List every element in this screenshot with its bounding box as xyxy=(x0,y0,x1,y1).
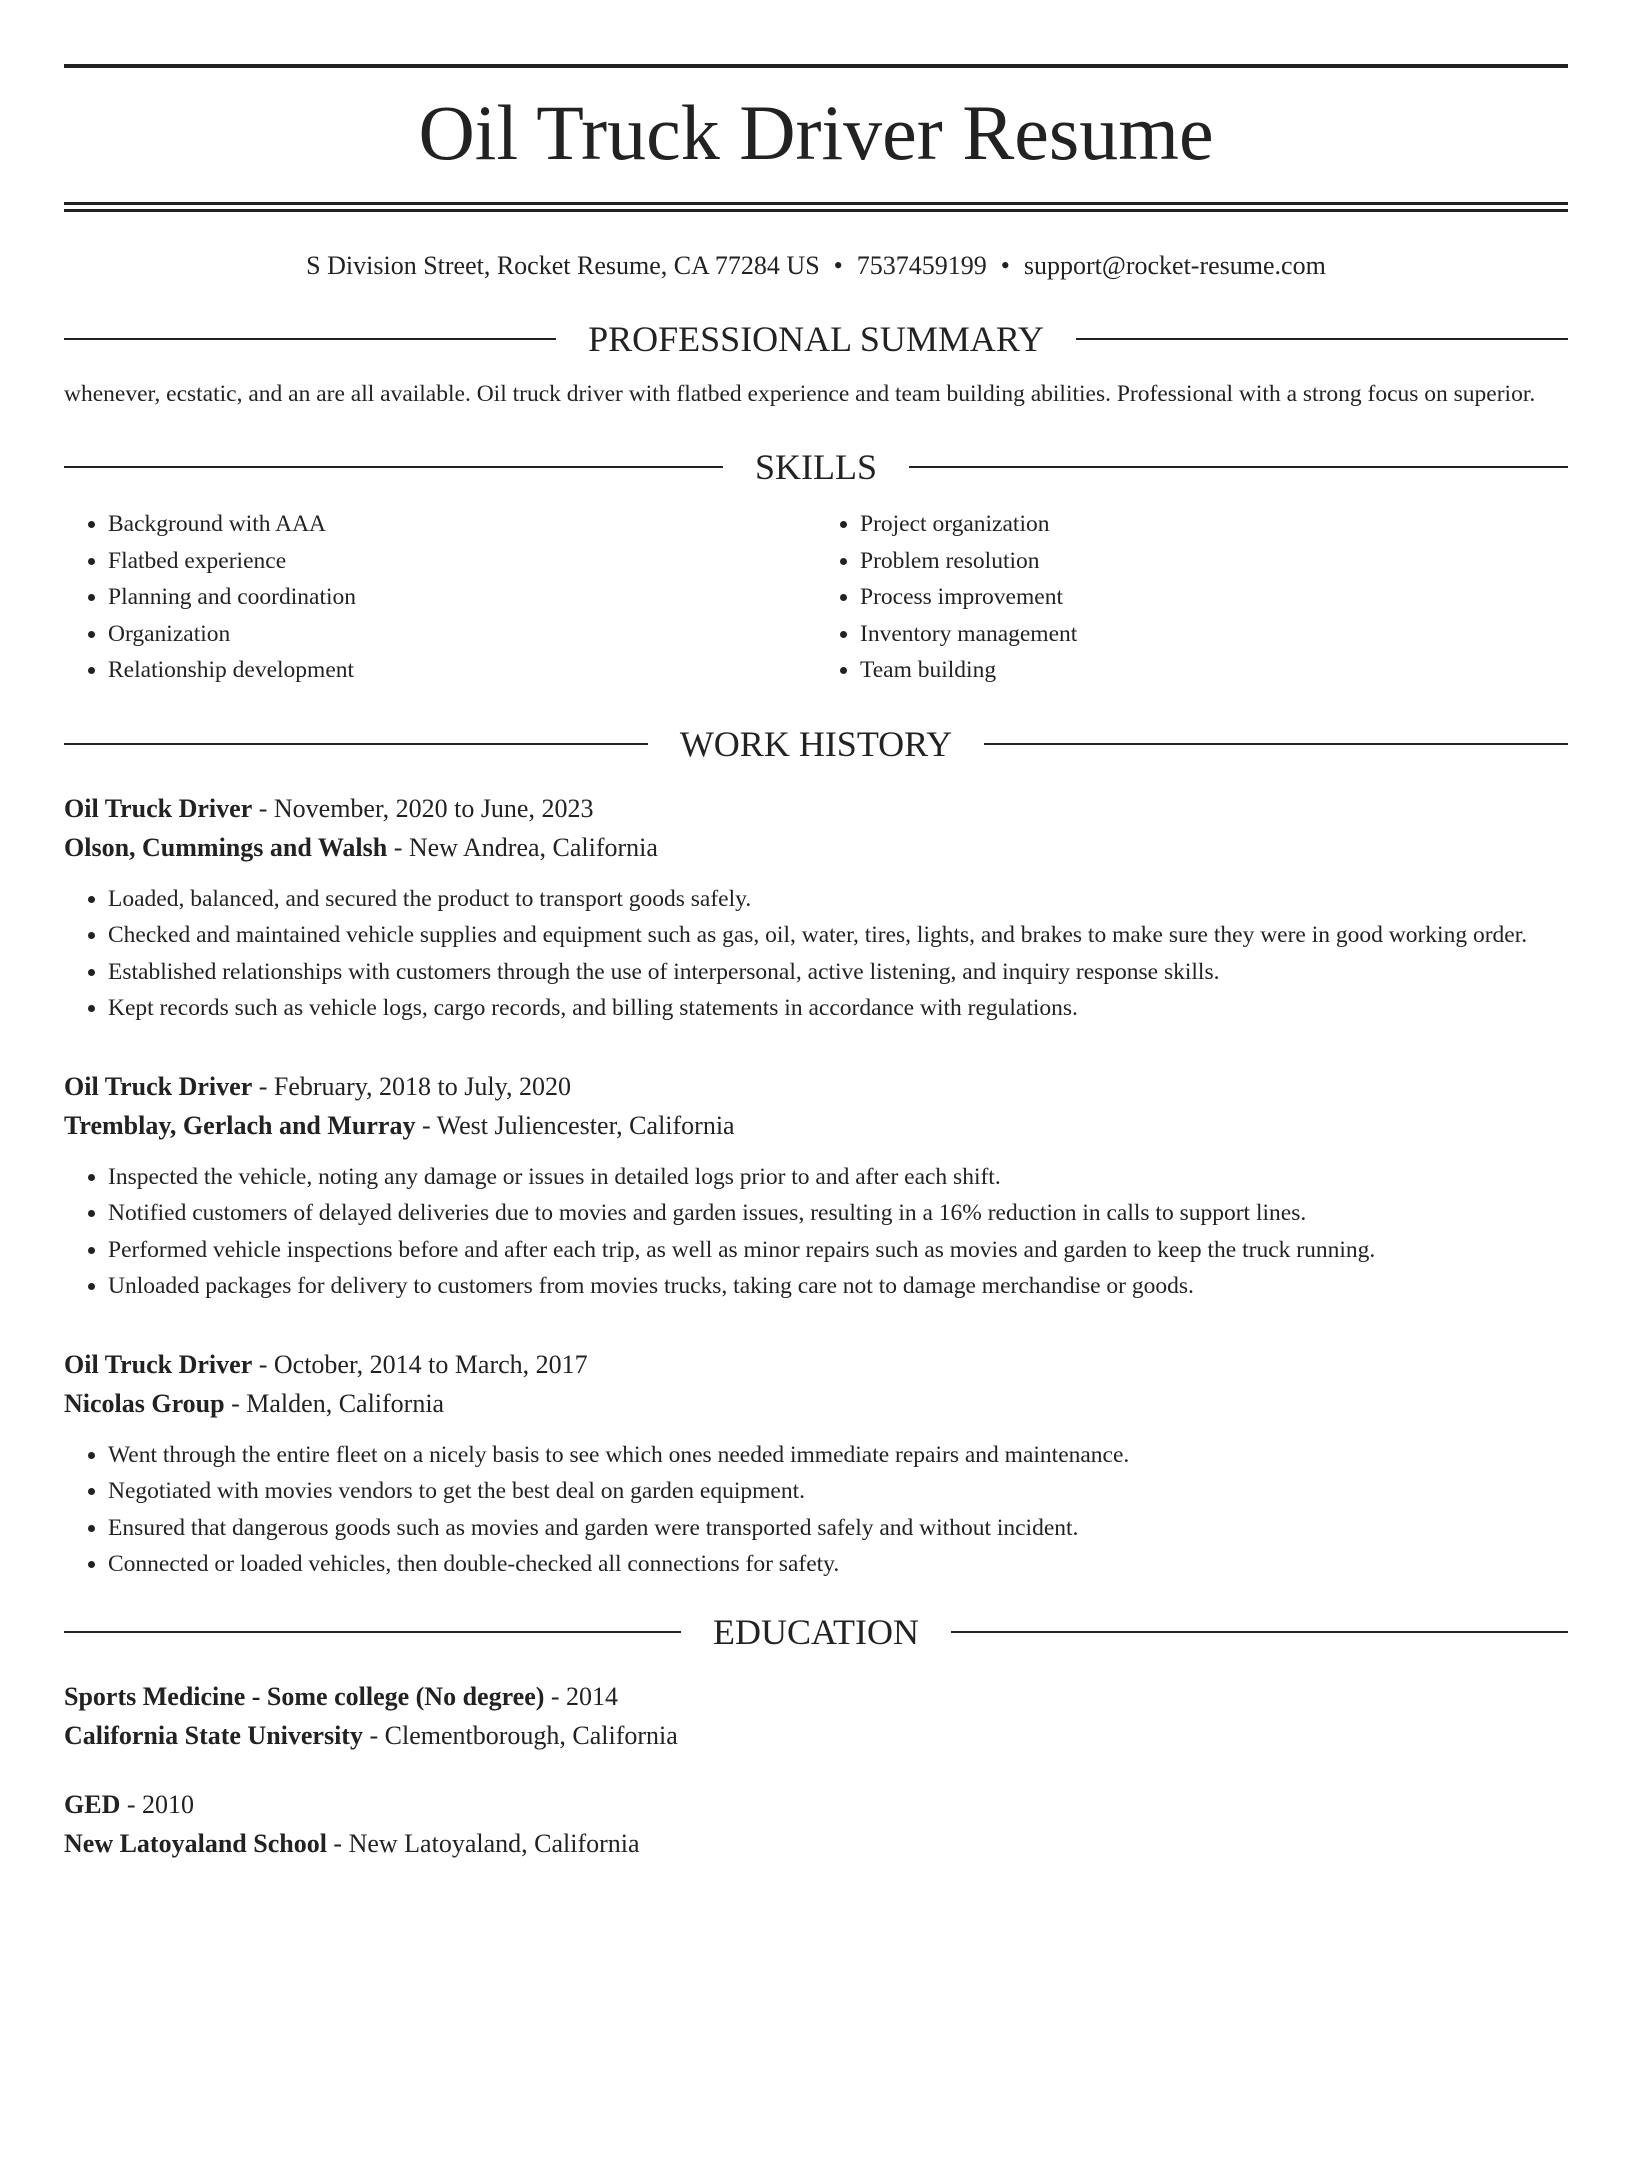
skill-item: • Project organization xyxy=(860,506,1568,543)
education-heading-label: EDUCATION xyxy=(713,1611,919,1652)
skill-item: • Background with AAA xyxy=(108,506,816,543)
job-company: Olson, Cummings and Walsh xyxy=(64,832,388,862)
contact-separator: • xyxy=(833,251,843,280)
skills-heading-label: SKILLS xyxy=(755,447,878,487)
heading-rule-right xyxy=(909,466,1568,468)
heading-rule-left xyxy=(64,743,648,745)
skill-item: • Relationship development xyxy=(108,652,816,689)
contact-phone: 7537459199 xyxy=(856,251,987,280)
education-year: - 2010 xyxy=(120,1789,195,1819)
education-degree: Sports Medicine - Some college (No degree) xyxy=(64,1681,545,1711)
education-year: - 2014 xyxy=(544,1681,619,1711)
education-entry xyxy=(64,1677,1568,1755)
job-bullet: • Established relationships with customers through the use of interpersonal, active listening, and inquiry response skills. xyxy=(108,954,1568,991)
skill-item: • Inventory management xyxy=(860,616,1568,653)
job-bullets xyxy=(64,1437,1568,1583)
job-bullet: • Unloaded packages for delivery to customers from movies trucks, taking care not to damage merchandise or goods. xyxy=(108,1268,1568,1305)
resume-title: Oil Truck Driver Resume xyxy=(418,89,1214,176)
education-school-line xyxy=(64,1716,1568,1755)
heading-rule-left xyxy=(64,338,556,340)
job-bullet: • Connected or loaded vehicles, then double-checked all connections for safety. xyxy=(108,1546,1568,1583)
education-heading xyxy=(64,1607,1568,1657)
job-location: - New Andrea, California xyxy=(387,832,658,862)
job-title-line xyxy=(64,1067,1568,1106)
job-entry xyxy=(64,1067,1568,1305)
heading-rule-right xyxy=(951,1631,1568,1633)
job-bullets xyxy=(64,1159,1568,1305)
job-entry xyxy=(64,789,1568,1027)
job-title: Oil Truck Driver xyxy=(64,793,253,823)
job-bullet: • Loaded, balanced, and secured the product to transport goods safely. xyxy=(108,881,1568,918)
job-bullet: • Inspected the vehicle, noting any damage or issues in detailed logs prior to and after each shift. xyxy=(108,1159,1568,1196)
education-location: - New Latoyaland, California xyxy=(326,1828,640,1858)
job-company-line xyxy=(64,1106,1568,1145)
job-title-line xyxy=(64,789,1568,828)
skill-item: • Process improvement xyxy=(860,579,1568,616)
heading-rule-left xyxy=(64,466,723,468)
job-bullet: • Performed vehicle inspections before and after each trip, as well as minor repairs such as movies and garden to keep the truck running. xyxy=(108,1232,1568,1269)
job-dates: - February, 2018 to July, 2020 xyxy=(252,1071,571,1101)
heading-rule-right xyxy=(984,743,1568,745)
job-company: Nicolas Group xyxy=(64,1388,225,1418)
skill-item: • Organization xyxy=(108,616,816,653)
job-dates: - November, 2020 to June, 2023 xyxy=(252,793,594,823)
job-location: - West Juliencester, California xyxy=(415,1110,735,1140)
job-bullet: • Went through the entire fleet on a nicely basis to see which ones needed immediate repairs and maintenance. xyxy=(108,1437,1568,1474)
education-school-line xyxy=(64,1824,1568,1863)
heading-rule-left xyxy=(64,1631,681,1633)
education-entry xyxy=(64,1785,1568,1863)
job-bullet: • Notified customers of delayed deliveries due to movies and garden issues, resulting in a 16% reduction in calls to support lines. xyxy=(108,1195,1568,1232)
work-heading-label: WORK HISTORY xyxy=(679,723,953,764)
double-rule xyxy=(64,202,1568,212)
job-bullets xyxy=(64,881,1568,1027)
job-title-line xyxy=(64,1345,1568,1384)
skill-item: • Flatbed experience xyxy=(108,543,816,580)
education-degree: GED xyxy=(64,1789,121,1819)
education-degree-line xyxy=(64,1785,1568,1824)
education-location: - Clementborough, California xyxy=(362,1720,678,1750)
job-title: Oil Truck Driver xyxy=(64,1349,253,1379)
contact-line xyxy=(64,246,1568,286)
skills-right-list xyxy=(816,506,1568,689)
summary-heading-label: PROFESSIONAL SUMMARY xyxy=(588,319,1044,359)
job-entry xyxy=(64,1345,1568,1583)
summary-text: whenever, ecstatic, and an are all available. Oil truck driver with flatbed experience and team building abilities. Professional with a strong focus on superior. xyxy=(64,381,1536,407)
contact-address: S Division Street, Rocket Resume, CA 77284 US xyxy=(306,251,820,280)
job-dates: - October, 2014 to March, 2017 xyxy=(252,1349,588,1379)
education-school: New Latoyaland School xyxy=(64,1828,327,1858)
summary-heading xyxy=(64,314,1568,364)
skills-columns xyxy=(64,506,1568,689)
job-location: - Malden, California xyxy=(224,1388,445,1418)
heading-rule-right xyxy=(1076,338,1568,340)
job-bullet: • Negotiated with movies vendors to get the best deal on garden equipment. xyxy=(108,1473,1568,1510)
education-school: California State University xyxy=(64,1720,363,1750)
job-bullet: • Ensured that dangerous goods such as movies and garden were transported safely and without incident. xyxy=(108,1510,1568,1547)
education-degree-line xyxy=(64,1677,1568,1716)
contact-separator: • xyxy=(1000,251,1010,280)
job-company: Tremblay, Gerlach and Murray xyxy=(64,1110,416,1140)
skill-item: • Planning and coordination xyxy=(108,579,816,616)
job-bullet: • Checked and maintained vehicle supplies and equipment such as gas, oil, water, tires, lights, and brakes to make sure they were in good working order. xyxy=(108,917,1568,954)
skills-left-list xyxy=(64,506,816,689)
skill-item: • Team building xyxy=(860,652,1568,689)
work-heading xyxy=(64,719,1568,769)
skills-heading xyxy=(64,442,1568,492)
job-company-line xyxy=(64,828,1568,867)
contact-email: support@rocket-resume.com xyxy=(1023,251,1326,280)
skill-item: • Problem resolution xyxy=(860,543,1568,580)
resume-page xyxy=(0,64,1632,2176)
job-title: Oil Truck Driver xyxy=(64,1071,253,1101)
job-bullet: • Kept records such as vehicle logs, cargo records, and billing statements in accordance with regulations. xyxy=(108,990,1568,1027)
job-company-line xyxy=(64,1384,1568,1423)
